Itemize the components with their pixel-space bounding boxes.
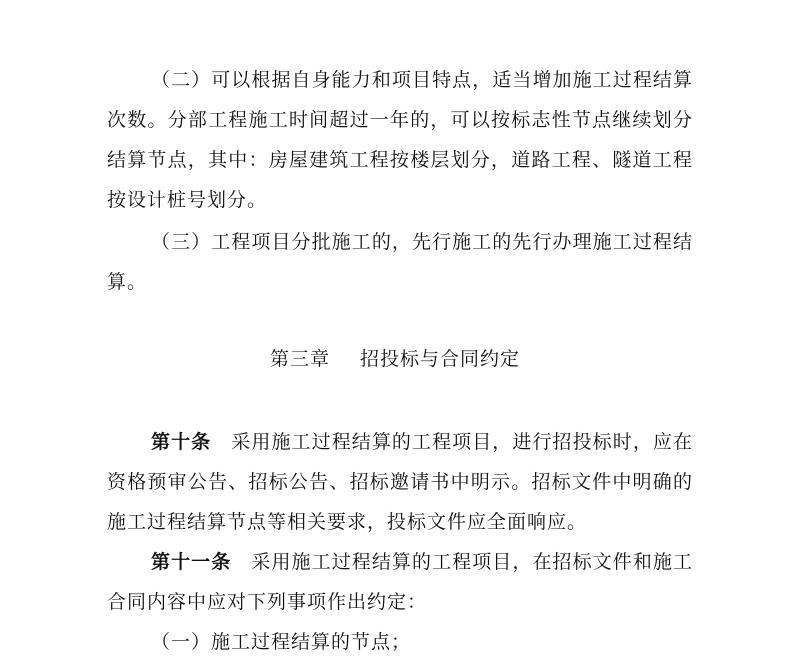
chapter-number: 第三章	[269, 348, 330, 370]
article-10-text: 采用施工过程结算的工程项目，进行招投标时，应在资格预审公告、招标公告、招标邀请书中明示。招标文件中明确的施工过程结算节点等相关要求，投标文件应全面响应。	[107, 431, 693, 533]
article-10	[107, 422, 693, 542]
chapter-title: 招投标与合同约定	[360, 348, 521, 370]
article-10-label: 第十条	[151, 431, 212, 453]
article-11-item-1: （一）施工过程结算的节点；	[151, 631, 412, 653]
article-11-text: 采用施工过程结算的工程项目，在招标文件和施工合同内容中应对下列事项作出约定：	[107, 551, 693, 613]
paragraph-item-2: （二）可以根据自身能力和项目特点，适当增加施工过程结算次数。分部工程施工时间超过一年的，可以按标志性节点继续划分结算节点，其中：房屋建筑工程按楼层划分，道路工程、隧道工程按设计桩号划分。	[107, 69, 693, 211]
article-11	[107, 542, 693, 622]
chapter-heading	[0, 339, 790, 379]
article-11-label: 第十一条	[151, 551, 232, 573]
paragraph-item-3: （三）工程项目分批施工的，先行施工的先行办理施工过程结算。	[107, 231, 693, 293]
